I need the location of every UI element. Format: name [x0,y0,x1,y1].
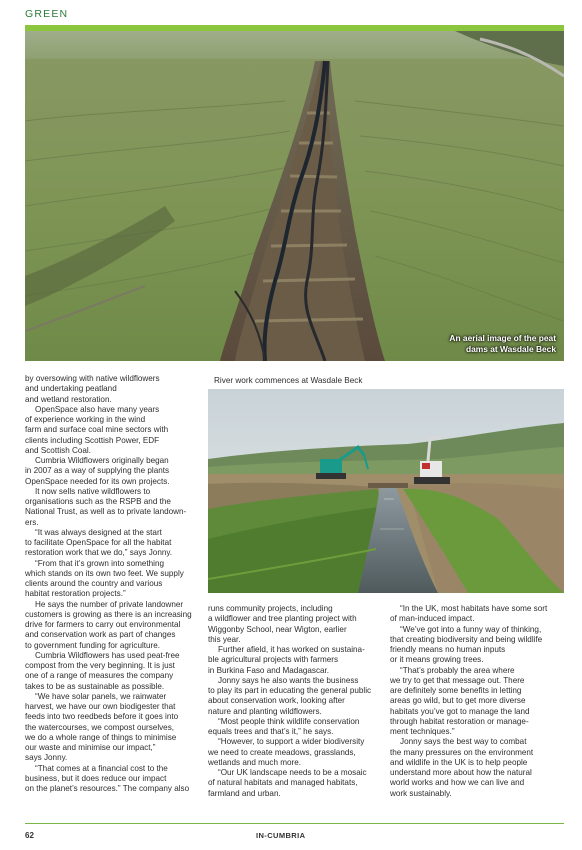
text-line: ers. [25,517,39,527]
text-line: wetlands and much more. [208,757,302,767]
text-line: are definitely some benefits in letting [390,686,522,695]
text-line: to government funding for agriculture. [25,640,161,650]
text-line: OpenSpace also have many years [35,404,160,414]
text-line: farm and surface coal mine sectors with [25,425,169,435]
hero-caption [449,333,556,355]
text-line: “That’s probably the area where [400,665,515,675]
text-line: by oversowing with native wildflowers [25,374,160,383]
text-line: which stands on its own two feet. We supply [25,568,184,578]
hero-caption-line: dams at Wasdale Beck [466,344,556,354]
section-label: GREEN [25,8,69,20]
hero-caption-line: An aerial image of the peat [449,333,556,343]
text-line: one of a range of measures the company [25,671,174,681]
text-line: “From that it’s grown into something [35,558,164,568]
article-column-3 [390,604,564,799]
article-column-1 [25,374,195,794]
text-line: “However, to support a wider biodiversity [218,737,365,747]
text-line: compost from the very beginning. It is just [25,661,175,670]
text-line: clients including Scottish Power, EDF [25,435,160,445]
text-line: Cumbria Wildflowers has used peat-free [35,650,180,660]
text-line: “Our UK landscape needs to be a mosaic [218,768,367,777]
text-line: says Jonny. [25,753,68,763]
text-line: understand more about how the natural [390,768,532,777]
text-line: a wildflower and tree planting project with [208,614,357,624]
text-line: or it means growing trees. [390,655,484,665]
text-line: nature and planting wildflowers. [208,706,322,716]
text-line: to play its part in educating the general public [208,686,372,695]
bottom-rule [25,823,564,824]
text-line: our waste and minimise our impact,” [25,743,156,752]
text-line: feeds into two reedbeds before it goes into [25,712,179,722]
text-line: OpenSpace needed for its own projects. [25,476,170,486]
article-column-2 [208,604,378,799]
text-line: that creating biodiversity and being wildlife [390,634,543,644]
text-line: work sustainably. [390,788,452,798]
text-line: “It was always designed at the start [35,527,162,537]
text-line: to facilitate OpenSpace for all the habitat [25,538,172,547]
text-line: and undertaking peatland [25,384,117,394]
text-line: this year. [208,634,241,644]
text-line: Wiggonby School, near Wigton, earlier [208,624,347,634]
text-line: habitat restoration projects.” [25,589,126,599]
text-line: through habitat restoration or manage- [390,716,529,726]
text-line: harvest, we have our own biodigester that [25,702,176,711]
text-line: equals trees and that’s it,” he says. [208,727,334,736]
text-line: organisations such as the RSPB and the [25,497,171,506]
text-line: ment techniques.” [390,727,455,736]
aerial-photo [25,31,564,361]
text-line: and wildlife in the UK is to help people [390,757,528,767]
text-line: of natural habitats and managed habitats, [208,778,358,788]
text-line: the watercourses, we compost ourselves, [25,722,175,732]
text-line: “We’ve got into a funny way of thinking, [400,624,542,634]
text-line: world works and how we can live and [390,778,525,788]
text-line: friendly means no human inputs [390,645,506,654]
text-line: ble agricultural projects with farmers [208,655,339,665]
text-line: “In the UK, most habitats have some sort [400,604,548,613]
text-line: habitats you’ve got to manage the land [390,706,530,716]
text-line: on the planet’s resources.” The company also [25,784,190,793]
text-line: He says the number of private landowner [35,599,184,609]
text-line: customers is growing as there is an increasing [25,609,192,619]
text-line: and wetland restoration. [25,394,112,404]
text-line: Further afield, it has worked on sustaina- [218,645,365,654]
text-line: National Trust, as well as to private landown- [25,507,187,517]
photo-caption: River work commences at Wasdale Beck [214,376,363,385]
text-line: “Most people think wildlife conservation [218,716,360,726]
text-line: business, but it does reduce our impact [25,773,167,783]
text-line: in Burkina Faso and Madagascar. [208,665,330,675]
text-line: and conservation work as part of changes [25,630,176,640]
text-line: “That comes at a financial cost to the [35,763,168,773]
text-line: Jonny says he also wants the business [218,675,359,685]
text-line: clients around the country and various [25,579,163,588]
text-line: we need to create meadows, grasslands, [208,747,356,757]
text-line: about conservation work, looking after [208,696,345,706]
text-line: areas go wild, but to get more diverse [390,696,526,706]
text-line: takes to be as sustainable as possible. [25,681,165,691]
text-line: the many pressures on the environment [390,747,534,757]
river-work-photo [208,389,564,593]
text-line: we do a whole range of things to minimise [25,732,177,742]
text-line: in 2007 as a way of supplying the plants [25,466,170,476]
text-line: of experience working in the wind [25,415,146,424]
text-line: farmland and urban. [208,788,281,798]
text-line: It now sells native wildflowers to [35,486,151,496]
text-line: and Scottish Coal. [25,445,91,455]
text-line: Cumbria Wildflowers originally began [35,456,169,465]
text-line: we try to get that message out. There [390,675,525,685]
text-line: Jonny says the best way to combat [400,737,527,747]
page-number: 62 [25,831,34,840]
publication-name: IN-CUMBRIA [256,831,306,840]
text-line: restoration work that we do,” says Jonny. [25,548,173,558]
text-line: runs community projects, including [208,604,333,613]
text-line: of man-induced impact. [390,614,475,624]
text-line: “We have solar panels, we rainwater [35,691,167,701]
text-line: drive for farmers to carry out environmental [25,620,181,629]
